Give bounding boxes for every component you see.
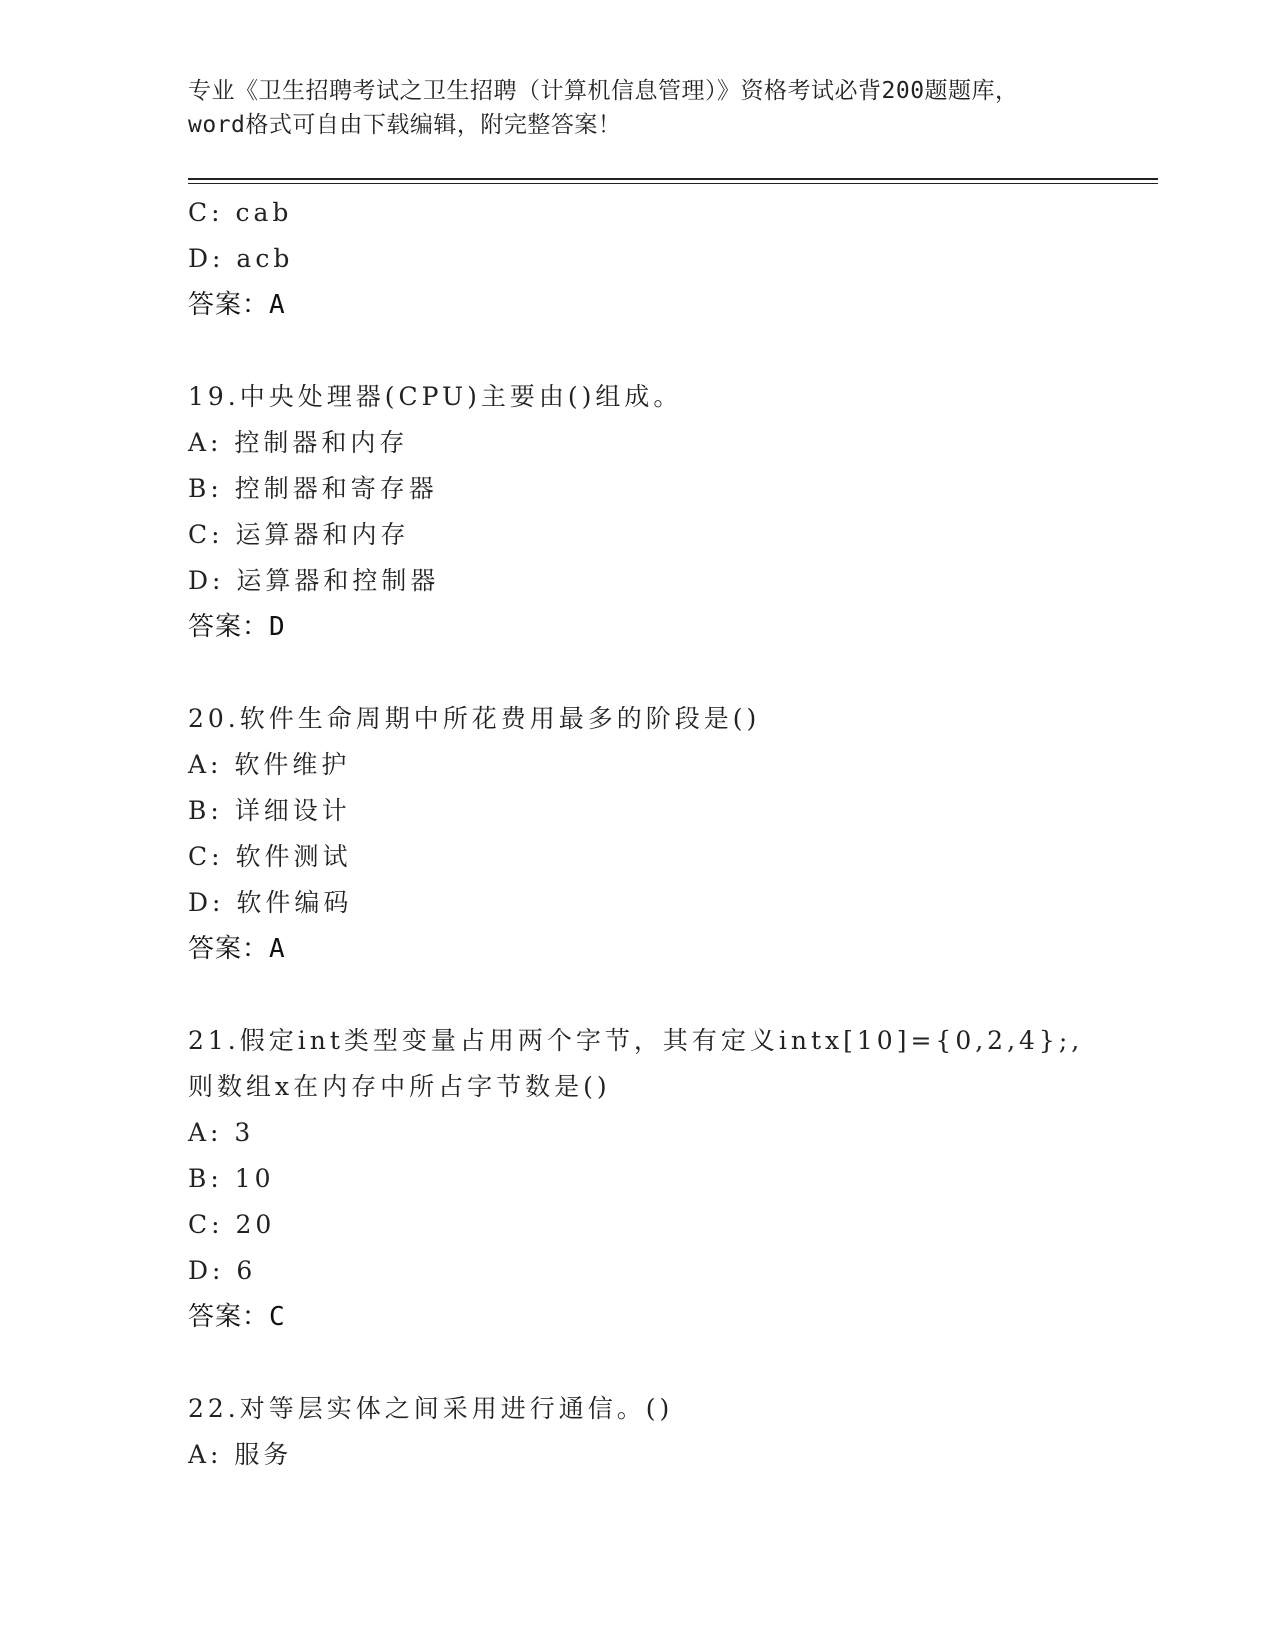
header-line-1: 专业《卫生招聘考试之卫生招聘（计算机信息管理）》资格考试必背200题题库， xyxy=(188,78,1019,104)
option-b: B: 10 xyxy=(188,1164,275,1193)
header-rule xyxy=(188,178,1158,180)
option-c: C: 软件测试 xyxy=(188,842,352,871)
option-c: C: cab xyxy=(188,198,293,227)
spacer xyxy=(188,1340,1148,1386)
option-d: D: 6 xyxy=(188,1256,257,1285)
question-stem: 21.假定int类型变量占用两个字节，其有定义intx[10]={0,2,4};, xyxy=(188,1026,1084,1055)
question-21 xyxy=(188,1018,1148,1340)
question-18-fragment xyxy=(188,190,1148,328)
question-22 xyxy=(188,1386,1148,1478)
header-line-2: word格式可自由下载编辑，附完整答案！ xyxy=(188,112,622,138)
option-a: A: 控制器和内存 xyxy=(188,428,409,457)
page-header xyxy=(188,74,1088,142)
spacer xyxy=(188,650,1148,696)
option-a: A: 3 xyxy=(188,1118,255,1147)
option-d: D: 软件编码 xyxy=(188,888,353,917)
option-b: B: 控制器和寄存器 xyxy=(188,474,438,503)
question-stem: 20.软件生命周期中所花费用最多的阶段是() xyxy=(188,704,761,733)
answer-line: 答案：A xyxy=(188,290,286,320)
question-stem: 19.中央处理器(CPU)主要由()组成。 xyxy=(188,382,683,411)
question-stem-continued: 则数组x在内存中所占字节数是() xyxy=(188,1072,611,1101)
spacer xyxy=(188,972,1148,1018)
option-a: A: 软件维护 xyxy=(188,750,351,779)
option-c: C: 运算器和内存 xyxy=(188,520,410,549)
option-d: D: 运算器和控制器 xyxy=(188,566,440,595)
answer-line: 答案：A xyxy=(188,934,286,964)
question-stem: 22.对等层实体之间采用进行通信。() xyxy=(188,1394,674,1423)
question-19 xyxy=(188,374,1148,650)
spacer xyxy=(188,328,1148,374)
answer-line: 答案：C xyxy=(188,1302,286,1332)
option-c: C: 20 xyxy=(188,1210,276,1239)
header-rule-thin xyxy=(188,183,1158,184)
option-a: A: 服务 xyxy=(188,1440,293,1469)
question-20 xyxy=(188,696,1148,972)
question-list xyxy=(188,190,1148,1478)
answer-line: 答案：D xyxy=(188,612,286,642)
option-d: D: acb xyxy=(188,244,294,273)
option-b: B: 详细设计 xyxy=(188,796,351,825)
